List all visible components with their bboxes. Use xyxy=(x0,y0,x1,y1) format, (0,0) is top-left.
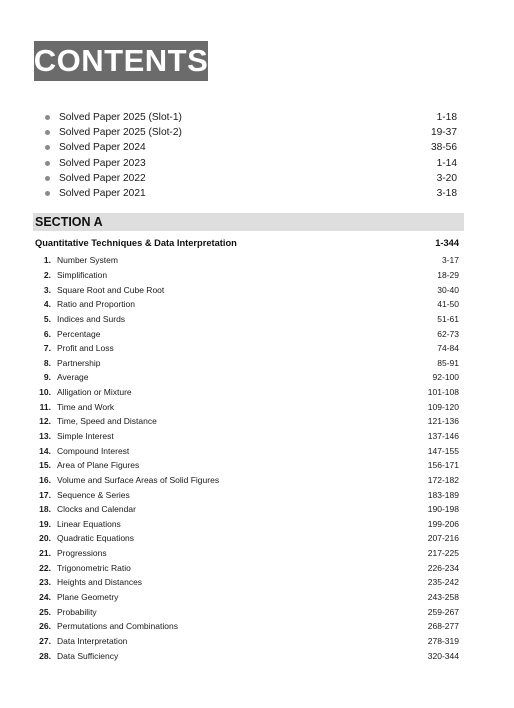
chapter-title: Time and Work xyxy=(57,401,115,412)
chapter-number: 24. xyxy=(39,592,51,603)
chapter-number: 27. xyxy=(39,635,51,646)
chapter-row xyxy=(35,473,459,488)
chapter-row xyxy=(35,604,459,619)
chapter-title: Sequence & Series xyxy=(57,489,130,500)
bullet-icon xyxy=(45,145,50,150)
chapter-title: Percentage xyxy=(57,328,101,339)
chapter-title: Data Interpretation xyxy=(57,635,128,646)
chapter-title: Volume and Surface Areas of Solid Figures xyxy=(57,474,220,485)
chapter-pages: 278-319 xyxy=(427,635,459,646)
chapter-number: 10. xyxy=(39,387,51,398)
chapter-row xyxy=(35,458,459,473)
chapter-number: 18. xyxy=(39,504,51,515)
chapter-title: Quadratic Equations xyxy=(57,533,135,544)
chapter-number: 7. xyxy=(43,343,51,354)
chapter-pages: 183-189 xyxy=(427,489,459,500)
chapter-row xyxy=(35,399,459,414)
chapter-pages: 101-108 xyxy=(427,387,459,398)
contents-heading-box xyxy=(34,41,208,81)
chapter-row xyxy=(35,326,459,341)
chapter-number: 26. xyxy=(39,621,51,632)
chapter-number: 2. xyxy=(43,269,51,280)
chapter-row xyxy=(35,619,459,634)
chapter-pages: 172-182 xyxy=(427,474,459,485)
chapter-number: 19. xyxy=(39,518,51,529)
chapter-row xyxy=(35,253,459,268)
chapter-row xyxy=(35,502,459,517)
chapter-row xyxy=(35,546,459,561)
chapter-pages: 259-267 xyxy=(427,606,459,617)
chapter-pages: 320-344 xyxy=(427,650,459,661)
chapter-number: 25. xyxy=(39,606,51,617)
chapter-title: Clocks and Calendar xyxy=(57,504,136,515)
chapter-row xyxy=(35,282,459,297)
solved-paper-pages: 3-20 xyxy=(436,172,457,184)
chapter-row xyxy=(35,575,459,590)
chapter-title: Compound Interest xyxy=(57,445,130,456)
solved-paper-pages: 1-14 xyxy=(436,157,457,169)
chapter-row xyxy=(35,590,459,605)
chapter-title: Area of Plane Figures xyxy=(57,460,140,471)
chapter-number: 4. xyxy=(43,299,51,310)
chapter-number: 20. xyxy=(39,533,51,544)
chapter-pages: 109-120 xyxy=(427,401,459,412)
chapter-title: Heights and Distances xyxy=(57,577,143,588)
chapter-pages: 199-206 xyxy=(427,518,459,529)
chapter-pages: 226-234 xyxy=(427,562,459,573)
section-header xyxy=(33,213,464,231)
chapter-row xyxy=(35,414,459,429)
chapter-pages: 3-17 xyxy=(441,255,459,266)
subject-row xyxy=(35,238,459,248)
solved-paper-label: Solved Paper 2022 xyxy=(59,172,146,184)
chapter-title: Ratio and Proportion xyxy=(57,299,135,310)
chapter-number: 6. xyxy=(43,328,51,339)
chapter-number: 5. xyxy=(43,313,51,324)
solved-paper-label: Solved Paper 2024 xyxy=(59,142,146,154)
chapter-pages: 92-100 xyxy=(432,372,459,383)
chapter-title: Probability xyxy=(57,606,97,617)
bullet-icon xyxy=(45,161,50,166)
chapter-pages: 18-29 xyxy=(437,269,459,280)
chapter-number: 23. xyxy=(39,577,51,588)
solved-paper-label: Solved Paper 2025 (Slot-1) xyxy=(59,112,182,124)
chapter-pages: 121-136 xyxy=(427,416,459,427)
chapter-pages: 190-198 xyxy=(427,504,459,515)
chapter-title: Plane Geometry xyxy=(57,592,119,603)
chapter-list xyxy=(35,253,459,663)
chapter-row xyxy=(35,429,459,444)
bullet-icon xyxy=(45,191,50,196)
chapter-pages: 147-155 xyxy=(427,445,459,456)
solved-paper-item xyxy=(42,171,457,186)
chapter-title: Partnership xyxy=(57,357,101,368)
chapter-pages: 235-242 xyxy=(427,577,459,588)
chapter-number: 28. xyxy=(39,650,51,661)
chapter-row xyxy=(35,355,459,370)
chapter-row xyxy=(35,443,459,458)
solved-paper-label: Solved Paper 2021 xyxy=(59,188,146,200)
chapter-number: 9. xyxy=(43,372,51,383)
solved-paper-label: Solved Paper 2023 xyxy=(59,157,146,169)
solved-paper-label: Solved Paper 2025 (Slot-2) xyxy=(59,127,182,139)
chapter-pages: 62-73 xyxy=(437,328,459,339)
chapter-row xyxy=(35,560,459,575)
chapter-title: Number System xyxy=(57,255,118,266)
solved-paper-item xyxy=(42,140,457,155)
solved-paper-pages: 38-56 xyxy=(430,142,457,154)
chapter-title: Trigonometric Ratio xyxy=(57,562,131,573)
chapter-pages: 74-84 xyxy=(437,343,459,354)
chapter-number: 14. xyxy=(39,445,51,456)
bullet-icon xyxy=(45,176,50,181)
subject-pages: 1-344 xyxy=(435,238,459,248)
chapter-row xyxy=(35,531,459,546)
chapter-number: 1. xyxy=(43,255,51,266)
chapter-number: 11. xyxy=(39,401,51,412)
chapter-title: Linear Equations xyxy=(57,518,121,529)
chapter-pages: 217-225 xyxy=(427,548,459,559)
chapter-number: 22. xyxy=(39,562,51,573)
subject-title: Quantitative Techniques & Data Interpretation xyxy=(35,238,237,248)
chapter-title: Profit and Loss xyxy=(57,343,114,354)
chapter-pages: 137-146 xyxy=(427,431,459,441)
chapter-row xyxy=(35,341,459,356)
chapter-title: Progressions xyxy=(57,548,107,559)
solved-paper-item xyxy=(42,110,457,125)
chapter-row xyxy=(35,634,459,649)
chapter-number: 17. xyxy=(39,489,51,500)
chapter-number: 8. xyxy=(43,357,51,368)
chapter-pages: 41-50 xyxy=(437,299,459,310)
chapter-row xyxy=(35,385,459,400)
chapter-number: 21. xyxy=(39,548,51,559)
bullet-icon xyxy=(45,130,50,135)
chapter-title: Average xyxy=(57,372,89,383)
chapter-title: Time, Speed and Distance xyxy=(57,416,157,427)
chapter-number: 16. xyxy=(39,474,51,485)
bullet-icon xyxy=(45,115,50,120)
solved-paper-item xyxy=(42,186,457,201)
chapter-title: Permutations and Combinations xyxy=(57,621,178,632)
solved-paper-pages: 3-18 xyxy=(436,188,457,200)
chapter-row xyxy=(35,487,459,502)
contents-heading: CONTENTS xyxy=(33,43,209,78)
chapter-title: Alligation or Mixture xyxy=(57,387,132,398)
chapter-number: 15. xyxy=(39,460,51,471)
chapter-row xyxy=(35,370,459,385)
solved-papers-list xyxy=(42,110,457,201)
chapter-pages: 85-91 xyxy=(437,357,459,368)
chapter-title: Simple Interest xyxy=(57,431,114,441)
chapter-row xyxy=(35,517,459,532)
chapter-title: Data Sufficiency xyxy=(57,650,119,661)
chapter-pages: 268-277 xyxy=(427,621,459,632)
solved-paper-pages: 1-18 xyxy=(436,112,457,124)
chapter-row xyxy=(35,312,459,327)
chapter-number: 3. xyxy=(43,284,51,295)
solved-paper-pages: 19-37 xyxy=(430,127,457,139)
chapter-row xyxy=(35,648,459,663)
chapter-row xyxy=(35,268,459,283)
chapter-pages: 207-216 xyxy=(427,533,459,544)
chapter-row xyxy=(35,297,459,312)
solved-paper-item xyxy=(42,156,457,171)
chapter-title: Indices and Surds xyxy=(57,313,126,324)
chapter-number: 13. xyxy=(39,431,51,441)
chapter-title: Simplification xyxy=(57,269,108,280)
solved-paper-item xyxy=(42,125,457,140)
section-title: SECTION A xyxy=(35,215,103,229)
chapter-pages: 243-258 xyxy=(427,592,459,603)
chapter-title: Square Root and Cube Root xyxy=(57,284,165,295)
chapter-pages: 30-40 xyxy=(437,284,459,295)
chapter-pages: 51-61 xyxy=(437,313,459,324)
chapter-pages: 156-171 xyxy=(427,460,459,471)
chapter-number: 12. xyxy=(39,416,51,427)
